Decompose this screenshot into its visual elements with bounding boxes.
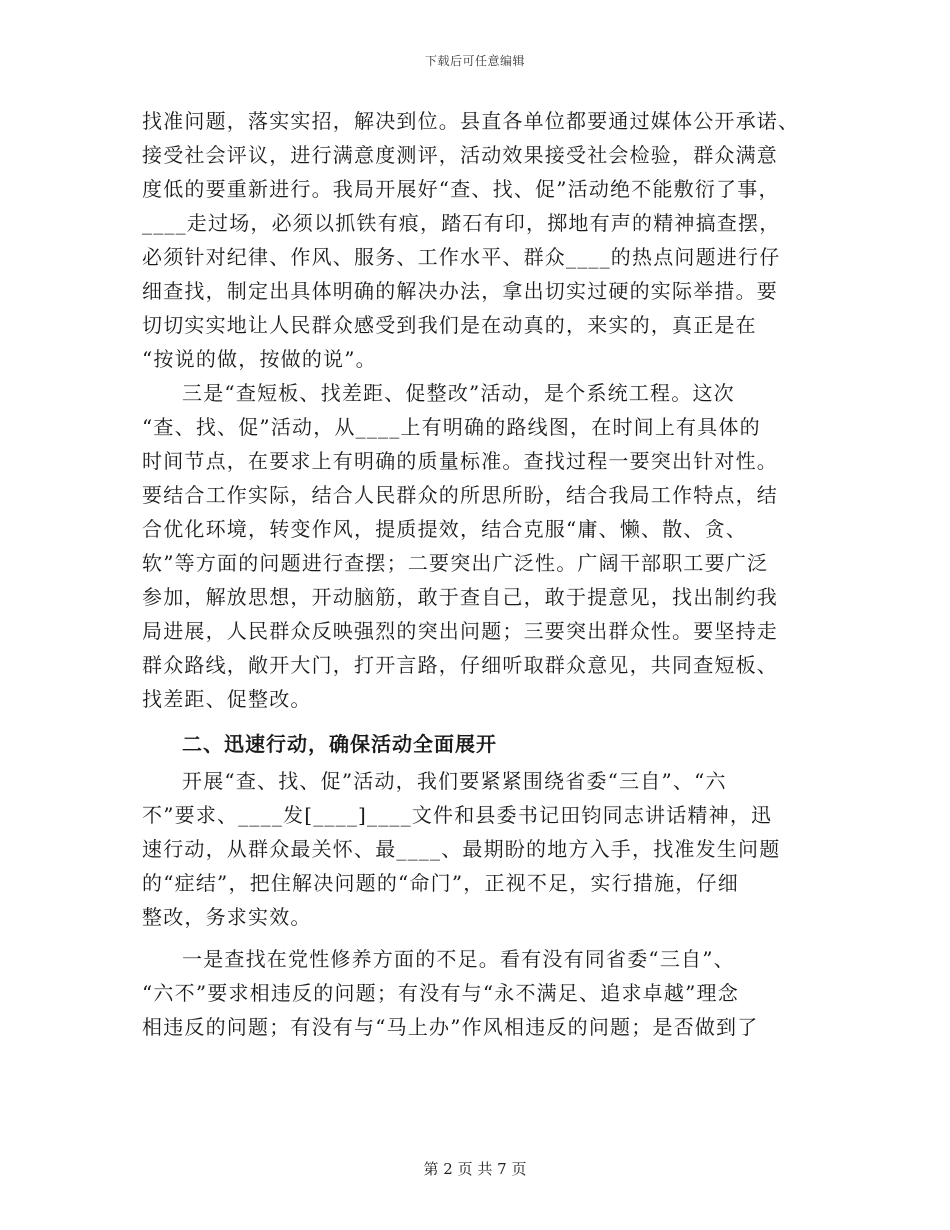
text-line: 切切实实地让人民群众感受到我们是在动真的，来实的，真正是在 xyxy=(142,313,757,337)
document-body xyxy=(142,104,808,1044)
text-line: 相违反的问题；有没有与“马上办”作风相违反的问题；是否做到了 xyxy=(142,1015,759,1039)
text-line: 细查找，制定出具体明确的解决办法，拿出切实过硬的实际举措。要 xyxy=(142,279,778,303)
text-line: 开展“查、找、促”活动，我们要紧紧围绕省委“三自”、“六 xyxy=(182,769,727,793)
text-line: “六不”要求相违反的问题；有没有与“永不满足、追求卓越”理念 xyxy=(142,981,739,1005)
text-line: “查、找、促”活动，从____上有明确的路线图，在时间上有具体的 xyxy=(142,415,761,439)
paragraph-3 xyxy=(142,764,808,934)
text-line: 不”要求、____发[____]____文件和县委书记田钧同志讲话精神，迅 xyxy=(142,803,773,827)
text-line: 必须针对纪律、作风、服务、工作水平、群众____的热点问题进行仔 xyxy=(142,245,781,269)
page-header: 下载后可任意编辑 xyxy=(424,54,525,68)
text-line: 三是“查短板、找差距、促整改”活动，是个系统工程。这次 xyxy=(182,381,735,405)
text-line: 软”等方面的问题进行查摆；二要突出广泛性。广阔干部职工要广泛 xyxy=(142,551,769,575)
text-line: 接受社会评议，进行满意度测评，活动效果接受社会检验，群众满意 xyxy=(142,143,778,167)
text-line: 参加，解放思想，开动脑筋，敢于查自己，敢于提意见，找出制约我 xyxy=(142,585,778,609)
text-line: 合优化环境，转变作风，提质提效，结合克服“庸、懒、散、贪、 xyxy=(142,517,748,541)
paragraph-4 xyxy=(142,942,808,1044)
text-line: 局进展，人民群众反映强烈的突出问题；三要突出群众性。要坚持走 xyxy=(142,619,778,643)
text-line: 的“症结”，把住解决问题的“命门”，正视不足，实行措施，仔细 xyxy=(142,871,739,895)
section-heading: 二、迅速行动，确保活动全面展开 xyxy=(182,732,497,756)
text-line: “按说的做，按做的说”。 xyxy=(142,347,377,371)
text-line: 整改，务求实效。 xyxy=(142,905,312,929)
text-line: 一是查找在党性修养方面的不足。看有没有同省委“三自”、 xyxy=(182,947,735,971)
paragraph-2 xyxy=(142,376,808,716)
text-line: 找准问题，落实实招，解决到位。县直各单位都要通过媒体公开承诺、 xyxy=(142,109,800,133)
page-number: 第 2 页 共 7 页 xyxy=(423,1160,527,1178)
text-line: 时间节点，在要求上有明确的质量标准。查找过程一要突出针对性。 xyxy=(142,449,778,473)
text-line: 找差距、促整改。 xyxy=(142,687,312,711)
text-line: 要结合工作实际，结合人民群众的所思所盼，结合我局工作特点，结 xyxy=(142,483,778,507)
text-line: 度低的要重新进行。我局开展好“查、找、促”活动绝不能敷衍了事， xyxy=(142,177,780,201)
text-line: 速行动，从群众最关怀、最____、最期盼的地方入手，找准发生问题 xyxy=(142,837,781,861)
text-line: 群众路线，敞开大门，打开言路，仔细听取群众意见，共同查短板、 xyxy=(142,653,778,677)
paragraph-1 xyxy=(142,104,808,376)
text-line: ____走过场，必须以抓铁有痕，踏石有印，掷地有声的精神搞查摆， xyxy=(142,211,781,235)
